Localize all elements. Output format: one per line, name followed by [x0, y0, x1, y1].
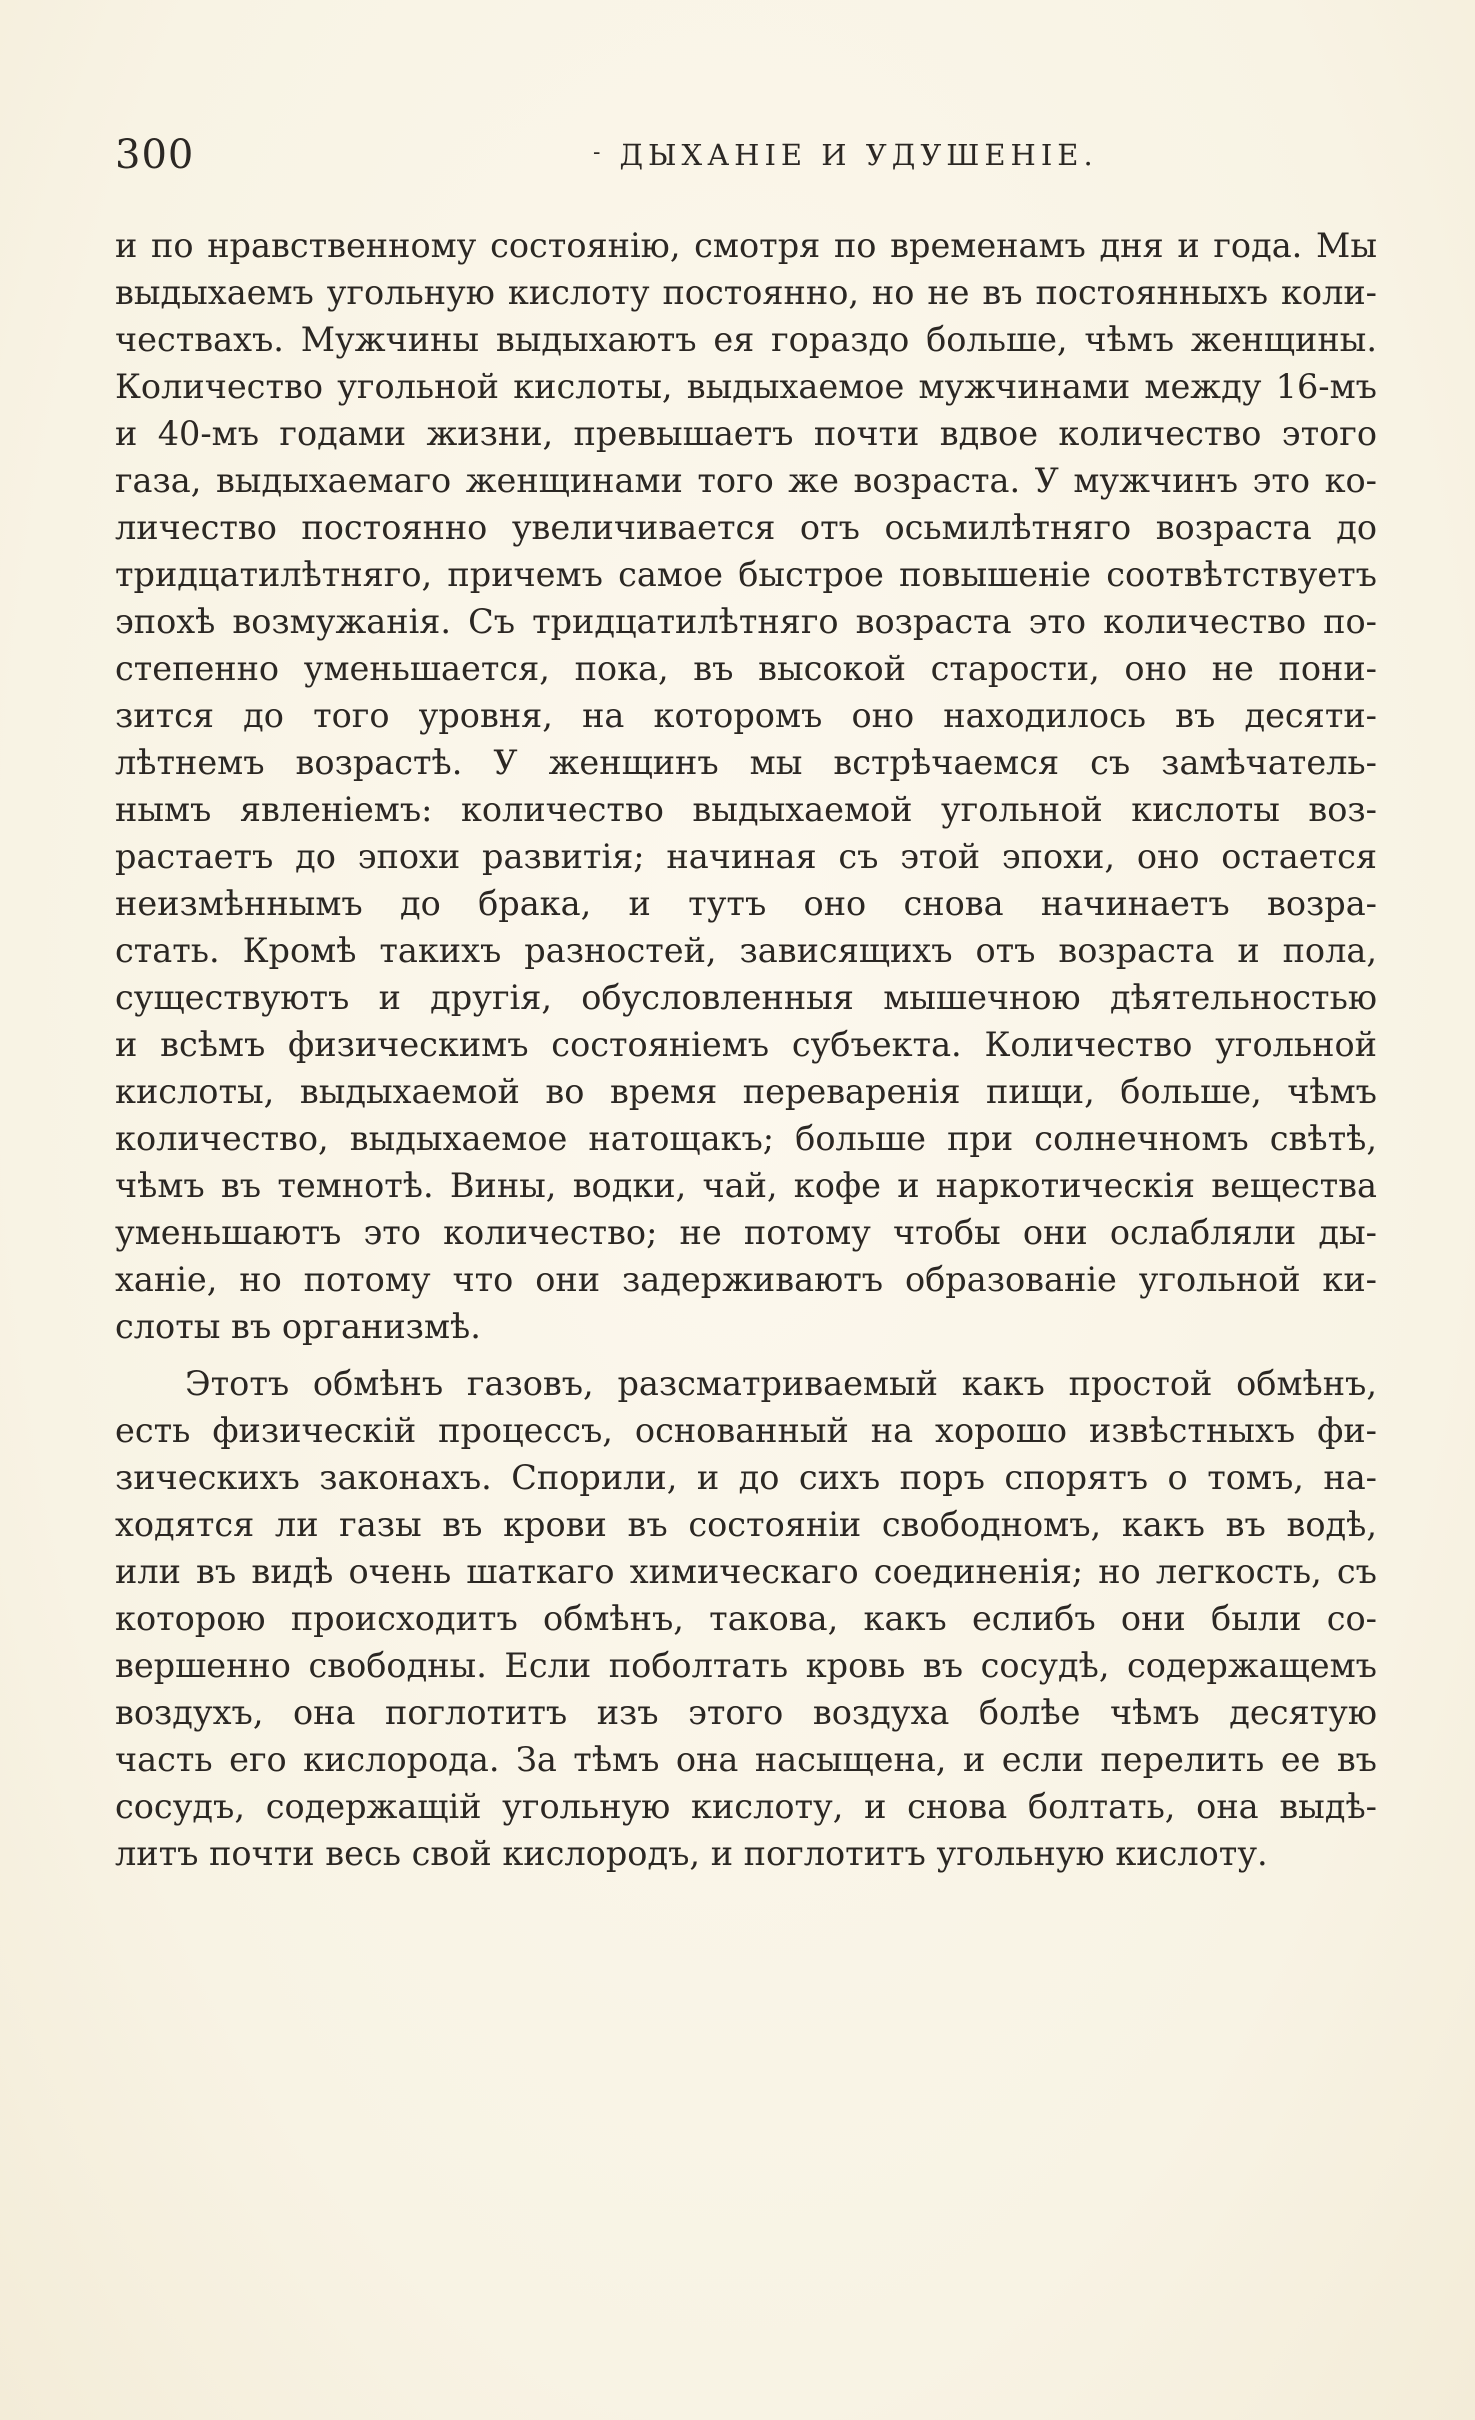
paragraph-gap	[115, 1350, 1377, 1360]
paragraph-2	[115, 1360, 1377, 1877]
text-line: нымъ явленіемъ: количество выдыхаемой угольной кислоты воз-	[115, 790, 1377, 829]
text-line: и всѣмъ физическимъ состояніемъ субъекта. Количество угольной	[115, 1025, 1377, 1064]
page-header	[115, 132, 1375, 182]
body-text	[115, 222, 1377, 1877]
text-line: кислоты, выдыхаемой во время переваренія пищи, больше, чѣмъ	[115, 1072, 1377, 1111]
text-line: эпохѣ возмужанія. Съ тридцатилѣтняго возраста это количество по-	[115, 602, 1377, 641]
text-line: степенно уменьшается, пока, въ высокой старости, оно не пони-	[115, 649, 1377, 688]
text-line: ходятся ли газы въ крови въ состояніи свободномъ, какъ въ водѣ,	[115, 1505, 1377, 1544]
text-line: Количество угольной кислоты, выдыхаемое мужчинами между 16-мъ	[115, 367, 1377, 406]
text-line: или въ видѣ очень шаткаго химическаго соединенія; но легкость, съ	[115, 1552, 1377, 1591]
text-line: личество постоянно увеличивается отъ осьмилѣтняго возраста до	[115, 508, 1377, 547]
running-title	[593, 138, 1098, 172]
text-line: и 40-мъ годами жизни, превышаетъ почти вдвое количество этого	[115, 414, 1377, 453]
text-line: слоты въ организмѣ.	[115, 1307, 481, 1346]
text-line: ханіе, но потому что они задерживаютъ образованіе угольной ки-	[115, 1260, 1377, 1299]
text-line: которою происходитъ обмѣнъ, такова, какъ еслибъ они были со-	[115, 1599, 1377, 1638]
text-line: и по нравственному состоянію, смотря по временамъ дня и года. Мы	[115, 226, 1377, 265]
text-line: тридцатилѣтняго, причемъ самое быстрое повышеніе соотвѣтствуетъ	[115, 555, 1377, 594]
text-line: лѣтнемъ возрастѣ. У женщинъ мы встрѣчаемся съ замѣчатель-	[115, 743, 1377, 782]
text-line: воздухъ, она поглотитъ изъ этого воздуха болѣе чѣмъ десятую	[115, 1693, 1377, 1732]
text-line: литъ почти весь свой кислородъ, и поглотитъ угольную кислоту.	[115, 1834, 1268, 1873]
text-line: зическихъ законахъ. Спорили, и до сихъ поръ спорятъ о томъ, на-	[115, 1458, 1377, 1497]
text-line: есть физическій процессъ, основанный на хорошо извѣстныхъ фи-	[115, 1411, 1377, 1450]
text-line: чествахъ. Мужчины выдыхаютъ ея гораздо больше, чѣмъ женщины.	[115, 320, 1377, 359]
paragraph-1	[115, 222, 1377, 1350]
text-line: Этотъ обмѣнъ газовъ, разсматриваемый какъ простой обмѣнъ,	[185, 1364, 1377, 1403]
running-title-text: ДЫХАНІЕ И УДУШЕНІЕ.	[619, 138, 1098, 172]
text-line: чѣмъ въ темнотѣ. Вины, водки, чай, кофе и наркотическія вещества	[115, 1166, 1377, 1205]
header-dash: -	[593, 140, 606, 165]
text-line: газа, выдыхаемаго женщинами того же возраста. У мужчинъ это ко-	[115, 461, 1377, 500]
text-line: часть его кислорода. За тѣмъ она насыщена, и если перелить ее въ	[115, 1740, 1377, 1779]
text-line: зится до того уровня, на которомъ оно находилось въ десяти-	[115, 696, 1377, 735]
text-line: растаетъ до эпохи развитія; начиная съ этой эпохи, оно остается	[115, 837, 1377, 876]
page-number: 300	[115, 132, 195, 178]
text-line: стать. Кромѣ такихъ разностей, зависящихъ отъ возраста и пола,	[115, 931, 1377, 970]
text-line: существуютъ и другія, обусловленныя мышечною дѣятельностью	[115, 978, 1377, 1017]
text-line: уменьшаютъ это количество; не потому чтобы они ослабляли ды-	[115, 1213, 1377, 1252]
text-line: неизмѣннымъ до брака, и тутъ оно снова начинаетъ возра-	[115, 884, 1377, 923]
text-line: выдыхаемъ угольную кислоту постоянно, но не въ постоянныхъ коли-	[115, 273, 1377, 312]
text-line: сосудъ, содержащій угольную кислоту, и снова болтать, она выдѣ-	[115, 1787, 1377, 1826]
text-line: количество, выдыхаемое натощакъ; больше при солнечномъ свѣтѣ,	[115, 1119, 1377, 1158]
text-line: вершенно свободны. Если поболтать кровь въ сосудѣ, содержащемъ	[115, 1646, 1377, 1685]
